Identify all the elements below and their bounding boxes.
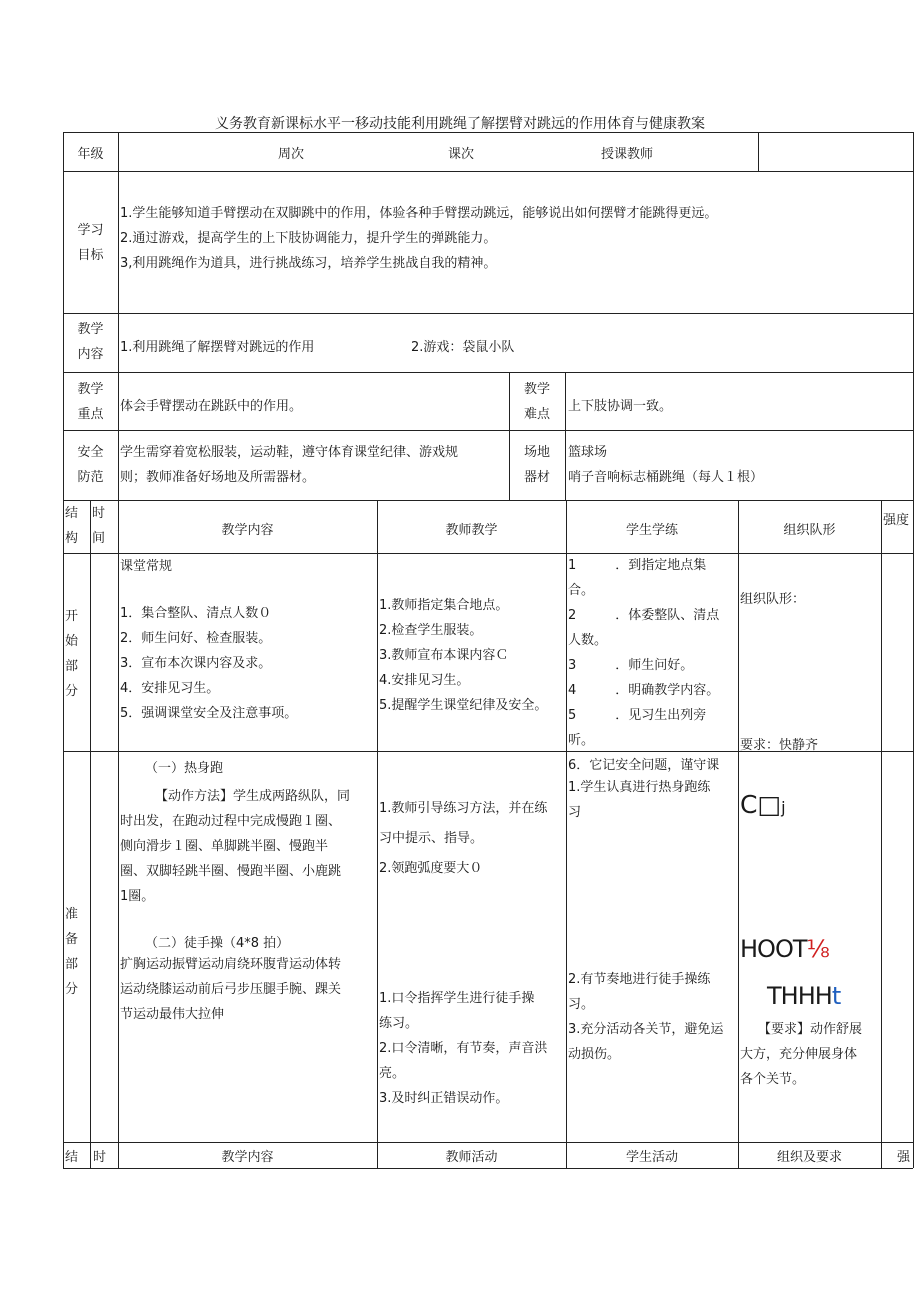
start-teacher-item: 1.教师指定集合地点。 [379,598,509,613]
start-teacher-item: 5.提醒学生课堂纪律及安全。 [379,698,548,713]
start-content-item: 2．师生问好、检查服装。 [120,631,272,646]
prep-requirement-line: 各个关节。 [740,1072,806,1087]
rule [63,372,913,373]
exercise-line: 扩胸运动振臂运动肩绕环腹背运动体转 [120,957,342,972]
start-teacher-item: 4.安排见习生。 [379,673,470,688]
warmup-line: 侧向滑步１圈、单脚跳半圈、慢跑半 [120,839,329,854]
difficulty-label [509,377,565,427]
col-intensity: 强度 [883,513,910,528]
prep-teacher-line: 习中提示、指导。 [379,831,484,846]
key-points-value: 体会手臂摆动在跳跃中的作用。 [120,399,303,414]
rule [63,430,913,431]
prep-requirement-line: 【要求】动作舒展 [758,1022,863,1037]
col-time [92,501,116,551]
objectives-label [63,218,118,268]
warmup-text [120,784,376,909]
formation-glyph-3 [767,982,840,1010]
col-time-line: 时 [92,506,106,521]
start-student-line: 2 ．体委整队、清点 [568,608,720,623]
start-formation-heading: 组织队形： [740,592,806,607]
objective-item: 1.学生能够知道手臂摆动在双脚跳中的作用，体验各种手臂摆动跳远，能够说出如何摆臂才能跳得更远。 [120,206,718,221]
rule [118,132,119,500]
prep-label-char: 备 [65,932,79,947]
rule [63,553,913,554]
rule [90,500,91,1168]
start-label-char: 始 [65,634,79,649]
prep-label-char: 分 [65,982,79,997]
venue-text [568,440,908,490]
prep-formation-requirement [740,1017,862,1092]
warmup-title: （一）热身跑 [145,761,224,776]
exercise-line: 节运动最伟大拉伸 [120,1007,225,1022]
formation-glyph-2 [740,935,829,963]
objectives-label-line: 目标 [77,248,104,263]
prep-teacher-block-1 [379,796,547,881]
prep-teacher-line: 1.口令指挥学生进行徒手操 [379,991,535,1006]
col-structure [65,501,89,551]
rule [377,500,378,1168]
venue-line: 哨子音响标志桶跳绳（每人１根） [568,470,764,485]
col-formation: 组织队形 [783,523,836,538]
safety-text [120,440,509,490]
warmup-line: 时出发，在跑动过程中完成慢跑１圈、 [120,814,342,829]
rule [63,132,64,1168]
prep-student-line: 习 [568,805,582,820]
prep-teacher-block-2 [379,986,547,1111]
start-student-list [568,553,736,773]
formation-glyph-2-main: HOOT [740,935,807,963]
rule [565,372,566,500]
exercise-line: 运动绕膝运动前后弓步压腿手腕、踝关 [120,982,342,997]
rule [63,1168,913,1169]
formation-glyph-3-main: THHH [767,982,832,1010]
content-item-2: 2.游戏：袋鼠小队 [411,340,515,355]
start-teacher-item: 2.检查学生服装。 [379,623,483,638]
prep-requirement-line: 大方，充分伸展身体 [740,1047,858,1062]
footer-time: 时 [93,1150,107,1165]
safety-label [63,440,118,490]
start-student-line: 1 ．到指定地点集 [568,558,707,573]
start-section-label [65,604,89,704]
rule [63,171,913,172]
prep-teacher-line: 练习。 [379,1016,419,1031]
rule [881,500,882,1168]
warmup-line: 【动作方法】学生成两路纵队，同 [155,789,351,804]
formation-glyph-1-main: C□ [740,790,782,819]
rule [63,1142,913,1143]
prep-student-line: 2.有节奏地进行徒手操练 [568,972,711,987]
difficulty-value: 上下肢协调一致。 [568,399,673,414]
lesson-label: 课次 [448,147,475,162]
rule [913,132,914,1168]
prep-label-char: 部 [65,957,79,972]
key-points-label-line: 教学 [77,382,104,397]
start-student-line: 4 ．明确教学内容。 [568,683,720,698]
venue-line: 篮球场 [568,445,608,460]
start-content-item: 3．宣布本次课内容及求。 [120,656,272,671]
col-teacher: 教师教学 [445,523,498,538]
footer-teacher: 教师活动 [445,1150,498,1165]
rule [738,500,739,1168]
prep-student-line: 3.充分活动各关节，避免运 [568,1022,724,1037]
venue-label-line: 场地 [523,445,550,460]
difficulty-label-line: 教学 [523,382,550,397]
start-label-char: 部 [65,659,79,674]
safety-line: 则；教师准备好场地及所需器材。 [120,470,316,485]
rule [63,132,913,133]
safety-label-line: 安全 [77,445,104,460]
col-student: 学生学练 [625,523,678,538]
col-content: 教学内容 [221,523,274,538]
formation-glyph-1 [740,790,786,819]
grade-label: 年级 [77,147,104,162]
formation-glyph-1-small: j [781,798,786,817]
prep-student-line: 动损伤。 [568,1047,621,1062]
formation-glyph-3-tail: t [831,982,841,1010]
prep-teacher-line: 3.及时纠正错误动作。 [379,1091,509,1106]
prep-student-block-1 [568,775,710,825]
venue-label-line: 器材 [523,470,550,485]
start-teacher-item: 3.教师宣布本课内容Ｃ [379,648,509,663]
warmup-line: 1圈。 [120,889,155,904]
start-student-line: 合。 [568,583,595,598]
objectives-label-line: 学习 [77,223,104,238]
prep-teacher-line: 亮。 [379,1066,406,1081]
difficulty-label-line: 难点 [523,407,550,422]
start-content-item: 4．安排见习生。 [120,681,220,696]
content-label [63,317,118,367]
prep-student-line: 习。 [568,997,595,1012]
footer-formation: 组织及要求 [776,1150,842,1165]
rule [63,313,913,314]
warmup-line: 圈、双脚轻跳半圈、慢跑半圈、小鹿跳 [120,864,342,879]
rule [758,132,759,171]
start-content-item: 5．强调课堂安全及注意事项。 [120,706,298,721]
prep-label-char: 准 [65,907,79,922]
prep-teacher-line: 2.领跑弧度要大０ [379,861,483,876]
footer-intensity: 强 [897,1150,911,1165]
objective-item: 2.通过游戏，提高学生的上下肢协调能力，提升学生的弹跳能力。 [120,231,497,246]
prep-teacher-line: 2.口令清晰，有节奏，声音洪 [379,1041,548,1056]
col-structure-line: 构 [65,531,79,546]
prep-section-label [65,902,89,1002]
start-label-char: 开 [65,609,79,624]
start-student-line: 5 ．见习生出列旁 [568,708,707,723]
start-formation-requirement: 要求：快静齐 [740,738,819,753]
rule [566,500,567,1168]
start-student-line: 3 ．师生问好。 [568,658,694,673]
document-title: 义务教育新课标水平一移动技能利用跳绳了解摆臂对跳远的作用体育与健康教案 [215,116,705,132]
col-time-line: 间 [92,531,106,546]
start-student-line: 人数。 [568,633,608,648]
objectives-list [120,201,910,276]
prep-teacher-line: 1.教师引导练习方法，并在练 [379,801,548,816]
safety-line: 学生需穿着宽松服装，运动鞋，遵守体育课堂纪律、游戏规 [120,445,459,460]
formation-glyph-2-tail: ⅛ [806,935,829,963]
prep-student-line: 1.学生认真进行热身跑练 [568,780,711,795]
content-label-line: 内容 [77,347,104,362]
key-points-label [63,377,118,427]
key-points-label-line: 重点 [77,407,104,422]
rule [118,500,119,1168]
footer-structure: 结 [65,1150,79,1165]
content-label-line: 教学 [77,322,104,337]
footer-student: 学生活动 [625,1150,678,1165]
start-student-line: 6．它记安全问题，谨守课 [568,758,720,773]
rule [63,500,913,501]
start-content-list [120,601,297,726]
week-label: 周次 [278,147,305,162]
start-content-heading: 课堂常规 [120,559,173,574]
start-content-item: 1．集合整队、清点人数０ [120,606,272,621]
prep-student-block-2 [568,967,723,1067]
venue-label [509,440,565,490]
exercise-title: （二）徒手操（4*8 拍） [145,936,290,951]
exercise-text [120,952,376,1027]
footer-content: 教学内容 [221,1150,274,1165]
start-label-char: 分 [65,684,79,699]
objective-item: 3,利用跳绳作为道具，进行挑战练习，培养学生挑战自我的精神。 [120,256,497,271]
start-teacher-list [379,593,547,718]
col-structure-line: 结 [65,506,79,521]
teacher-label: 授课教师 [601,147,654,162]
start-student-line: 听。 [568,733,595,748]
content-item-1: 1.利用跳绳了解摆臂对跳远的作用 [120,340,315,355]
safety-label-line: 防范 [77,470,104,485]
